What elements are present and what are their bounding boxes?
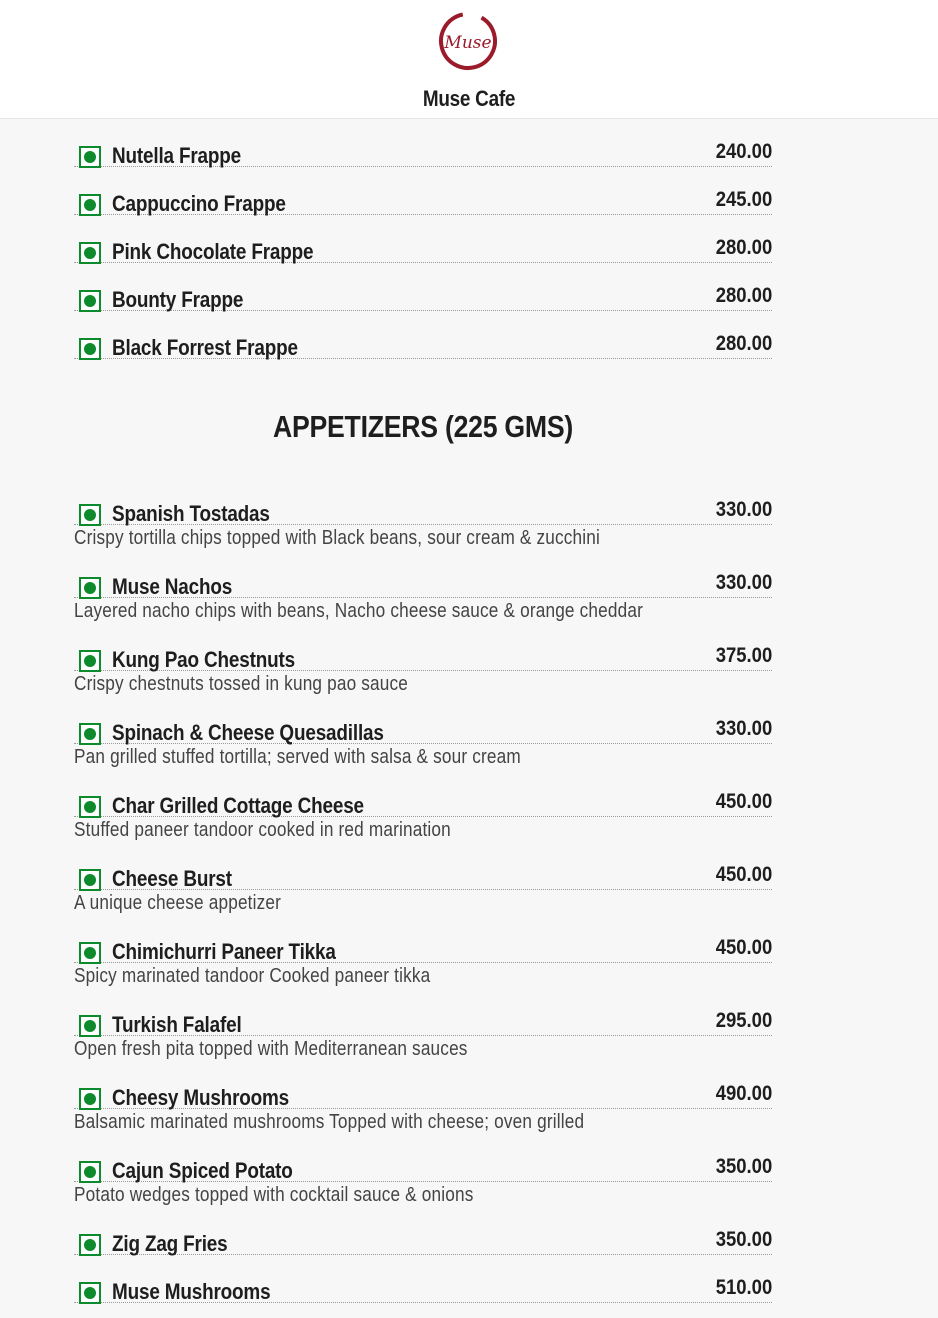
menu-item-row: [74, 263, 772, 311]
item-price: 330.00: [715, 717, 772, 740]
item-name: Nutella Frappe: [112, 143, 242, 168]
item-name: Char Grilled Cottage Cheese: [112, 793, 364, 818]
item-price: 280.00: [715, 332, 772, 355]
menu-content: [74, 119, 772, 1303]
item-name: Muse Nachos: [112, 574, 233, 599]
menu-item[interactable]: [74, 311, 772, 359]
menu-item[interactable]: [74, 1207, 772, 1255]
item-price: 240.00: [715, 140, 772, 163]
item-price: 450.00: [715, 863, 772, 886]
menu-item-row: [74, 696, 772, 744]
menu-item-row: [74, 1134, 772, 1182]
item-name: Cappuccino Frappe: [112, 191, 286, 216]
menu-item[interactable]: [74, 1255, 772, 1303]
item-price: 350.00: [715, 1155, 772, 1178]
veg-indicator-icon: [79, 796, 101, 818]
item-description: Crispy tortilla chips topped with Black beans, sour cream & zucchini: [74, 527, 601, 549]
veg-indicator-icon: [79, 723, 101, 745]
veg-indicator-icon: [79, 338, 101, 360]
veg-indicator-icon: [79, 1282, 101, 1304]
item-price: 450.00: [715, 936, 772, 959]
veg-indicator-icon: [79, 1161, 101, 1183]
menu-item-row: [74, 623, 772, 671]
menu-item-row: [74, 477, 772, 525]
item-name: Spanish Tostadas: [112, 501, 270, 526]
item-description: Crispy chestnuts tossed in kung pao sauce: [74, 673, 409, 695]
item-price: 450.00: [715, 790, 772, 813]
item-price: 280.00: [715, 236, 772, 259]
cafe-name: Muse Cafe: [422, 86, 516, 111]
item-price: 245.00: [715, 188, 772, 211]
item-name: Cheese Burst: [112, 866, 232, 891]
item-price: 375.00: [715, 644, 772, 667]
item-price: 295.00: [715, 1009, 772, 1032]
veg-indicator-icon: [79, 1234, 101, 1256]
menu-item[interactable]: [74, 842, 772, 915]
menu-item[interactable]: [74, 988, 772, 1061]
menu-item[interactable]: [74, 167, 772, 215]
item-name: Pink Chocolate Frappe: [112, 239, 314, 264]
item-description: Balsamic marinated mushrooms Topped with cheese; oven grilled: [74, 1111, 585, 1133]
veg-indicator-icon: [79, 504, 101, 526]
item-name: Bounty Frappe: [112, 287, 244, 312]
menu-item-row: [74, 311, 772, 359]
muse-logo-icon[interactable]: [437, 10, 499, 72]
veg-indicator-icon: [79, 869, 101, 891]
item-description: Stuffed paneer tandoor cooked in red marination: [74, 819, 451, 841]
item-description: Layered nacho chips with beans, Nacho cheese sauce & orange cheddar: [74, 600, 643, 622]
menu-item-row: [74, 550, 772, 598]
header: [0, 0, 938, 119]
item-name: Muse Mushrooms: [112, 1279, 271, 1304]
veg-indicator-icon: [79, 146, 101, 168]
menu-item[interactable]: [74, 550, 772, 623]
veg-indicator-icon: [79, 290, 101, 312]
menu-item-row: [74, 167, 772, 215]
item-price: 490.00: [715, 1082, 772, 1105]
item-price: 280.00: [715, 284, 772, 307]
item-name: Zig Zag Fries: [112, 1231, 228, 1256]
appetizers-title: APPETIZERS (225 GMS): [272, 409, 574, 444]
item-description: A unique cheese appetizer: [74, 892, 282, 914]
veg-indicator-icon: [79, 242, 101, 264]
menu-item[interactable]: [74, 623, 772, 696]
item-description: Pan grilled stuffed tortilla; served with salsa & sour cream: [74, 746, 521, 768]
frappe-list: [74, 119, 772, 359]
menu-item-row: [74, 988, 772, 1036]
menu-item[interactable]: [74, 1061, 772, 1134]
menu-item-row: [74, 1207, 772, 1255]
menu-item[interactable]: [74, 119, 772, 167]
item-description: Potato wedges topped with cocktail sauce & onions: [74, 1184, 474, 1206]
menu-item[interactable]: [74, 1134, 772, 1207]
item-price: 510.00: [715, 1276, 772, 1299]
item-name: Kung Pao Chestnuts: [112, 647, 295, 672]
menu-item-row: [74, 1061, 772, 1109]
item-price: 350.00: [715, 1228, 772, 1251]
item-name: Spinach & Cheese Quesadillas: [112, 720, 384, 745]
menu-item-row: [74, 119, 772, 167]
logo-text: Muse: [444, 33, 492, 53]
menu-item-row: [74, 1255, 772, 1303]
item-description: Open fresh pita topped with Mediterranean sauces: [74, 1038, 468, 1060]
menu-item[interactable]: [74, 263, 772, 311]
veg-indicator-icon: [79, 1015, 101, 1037]
veg-indicator-icon: [79, 650, 101, 672]
item-price: 330.00: [715, 571, 772, 594]
appetizer-list: [74, 477, 772, 1303]
item-name: Turkish Falafel: [112, 1012, 242, 1037]
item-price: 330.00: [715, 498, 772, 521]
veg-indicator-icon: [79, 1088, 101, 1110]
menu-item[interactable]: [74, 477, 772, 550]
item-name: Cheesy Mushrooms: [112, 1085, 290, 1110]
veg-indicator-icon: [79, 942, 101, 964]
item-name: Black Forrest Frappe: [112, 335, 298, 360]
veg-indicator-icon: [79, 577, 101, 599]
menu-item-row: [74, 215, 772, 263]
item-description: Spicy marinated tandoor Cooked paneer tikka: [74, 965, 431, 987]
menu-item-row: [74, 915, 772, 963]
item-name: Cajun Spiced Potato: [112, 1158, 293, 1183]
veg-indicator-icon: [79, 194, 101, 216]
item-name: Chimichurri Paneer Tikka: [112, 939, 336, 964]
menu-item-row: [74, 769, 772, 817]
menu-item[interactable]: [74, 215, 772, 263]
menu-item[interactable]: [74, 915, 772, 988]
section-title: [74, 359, 772, 477]
menu-item-row: [74, 842, 772, 890]
menu-item[interactable]: [74, 769, 772, 842]
menu-item[interactable]: [74, 696, 772, 769]
